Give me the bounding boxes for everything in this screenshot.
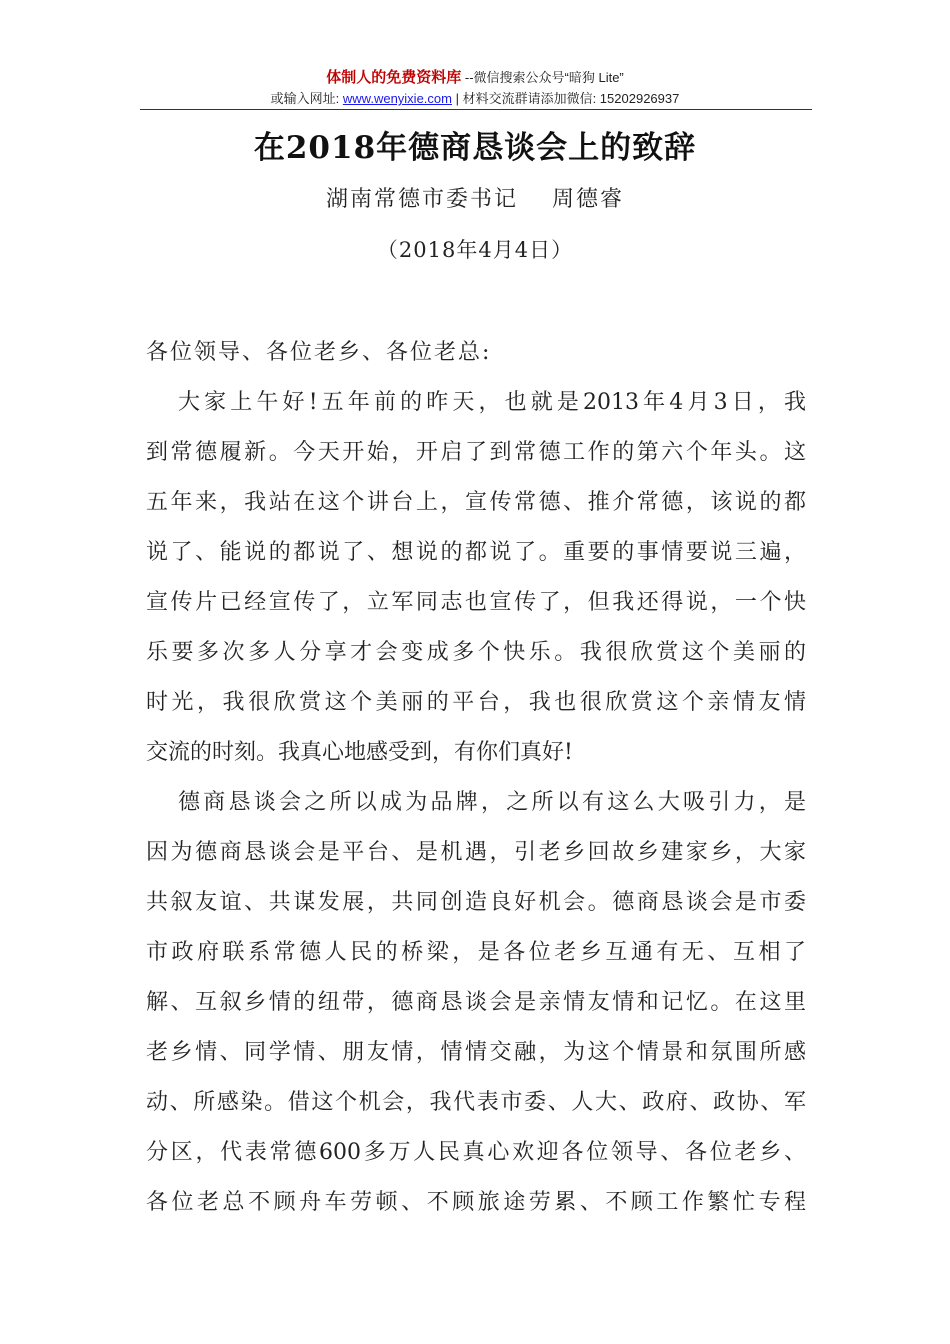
author-name: 周德睿 [552, 187, 625, 212]
text-line: 动、所感染。借这个机会，我代表市委、人大、政府、政协、军 [146, 1090, 806, 1115]
document-date: （2018年4月4日） [376, 238, 574, 262]
text-line: 说了、能说的都说了、想说的都说了。重要的事情要说三遍， [146, 540, 806, 565]
text-line: 因为德商恳谈会是平台、是机遇，引老乡回故乡建家乡，大家 [146, 840, 806, 865]
text-line: 乐要多次多人分享才会变成多个快乐。我很欣赏这个美丽的 [146, 640, 806, 665]
text-line: 共叙友谊、共谋发展，共同创造良好机会。德商恳谈会是市委 [146, 890, 806, 915]
text-line: 宣传片已经宣传了，立军同志也宣传了，但我还得说，一个快 [146, 590, 806, 615]
website-link[interactable]: www.wenyixie.com [342, 91, 452, 106]
header-contact-line [0, 90, 950, 108]
header-divider [140, 109, 812, 110]
text-line: 德商恳谈会之所以成为品牌，之所以有这么大吸引力，是 [178, 790, 806, 815]
header-banner [0, 68, 950, 88]
brand-name: 体制人的免费资料库 [326, 69, 462, 86]
header-slogan: --微信搜索公众号“暗狗 Lite” [461, 70, 624, 85]
contact-info: | 材料交流群请添加微信: 15202926937 [451, 91, 680, 106]
text-line: 到常德履新。今天开始，开启了到常德工作的第六个年头。这 [146, 440, 806, 465]
url-prefix: 或输入网址: [270, 91, 343, 106]
text-line: 解、互叙乡情的纽带，德商恳谈会是亲情友情和记忆。在这里 [146, 990, 806, 1015]
text-line: 交流的时刻。我真心地感受到，有你们真好! [146, 740, 573, 765]
text-line: 市政府联系常德人民的桥梁，是各位老乡互通有无、互相了 [146, 940, 806, 965]
document-title: 在2018年德商恳谈会上的致辞 [253, 130, 697, 166]
text-line: 分区，代表常德600多万人民真心欢迎各位领导、各位老乡、 [146, 1140, 806, 1165]
text-line: 五年来，我站在这个讲台上，宣传常德、推介常德，该说的都 [146, 490, 806, 515]
author-role: 湖南常德市委书记 [325, 187, 518, 212]
text-line: 各位老总不顾舟车劳顿、不顾旅途劳累、不顾工作繁忙专程 [146, 1190, 806, 1215]
text-line: 时光，我很欣赏这个美丽的平台，我也很欣赏这个亲情友情 [146, 690, 806, 715]
text-line: 大家上午好!五年前的昨天，也就是2013年4月3日，我 [178, 390, 806, 415]
text-line: 老乡情、同学情、朋友情，情情交融，为这个情景和氛围所感 [146, 1040, 806, 1065]
salutation: 各位领导、各位老乡、各位老总: [146, 340, 492, 365]
author-line [0, 184, 950, 216]
